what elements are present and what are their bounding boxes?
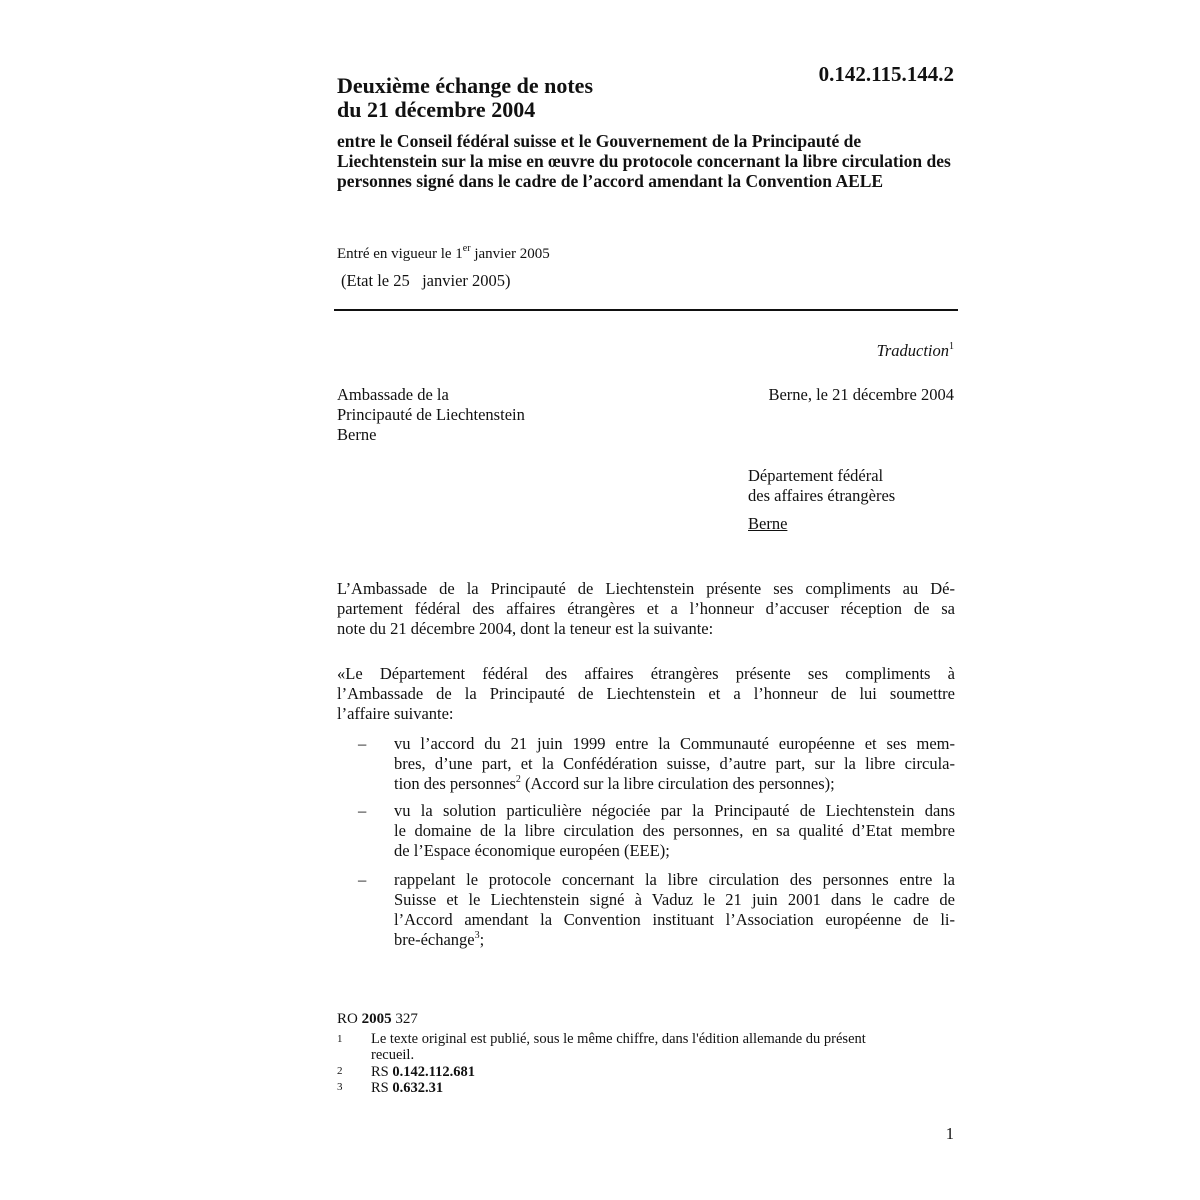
footnote-number: 2	[337, 1065, 343, 1077]
paragraph-2: «Le Département fédéral des affaires étrangères présente ses compliments à l’Ambassade de la Principauté de Liechtenstein et a l’honneur de lui soumettre l’affaire suivante:	[337, 664, 955, 723]
official-collection-ref: RO 2005 327	[337, 1011, 418, 1027]
document-number: 0.142.115.144.2	[818, 62, 954, 86]
list-dash: –	[358, 870, 367, 889]
footnote-2: RS 0.142.112.681	[371, 1064, 475, 1080]
list-item: rappelant le protocole concernant la libre circulation des personnes entre la Suisse et le Liechtenstein signé à Vaduz le 21 juin 2001 dans le cadre de l’Accord amendant la Convention instituant l’Association européenne de li- bre-échange$^3$;	[394, 870, 955, 949]
footnote-1: Le texte original est publié, sous le même chiffre, dans l'édition allemande du présent recueil.	[371, 1031, 866, 1063]
state-date: (Etat le 25 janvier 2005)	[341, 271, 511, 290]
list-dash: –	[358, 734, 367, 753]
footnote-number: 3	[337, 1081, 343, 1093]
document-subtitle: entre le Conseil fédéral suisse et le Gouvernement de la Principauté de Liechtenstein sur la mise en œuvre du protocole concernant la libre circulation des personnes signé dans le cadre de l’accord amendant la Convention AELE	[337, 131, 951, 191]
title-line-1: Deuxième échange de notes	[337, 73, 594, 98]
recipient-address: Département fédéral des affaires étrangères Berne	[748, 466, 896, 533]
page-number: 1	[945, 1124, 954, 1143]
paragraph-1: L’Ambassade de la Principauté de Liechtenstein présente ses compliments au Dé- partement fédéral des affaires étrangères et a l’honneur d’accuser réception de sa note du 21 décembre 2004, dont la teneur est la suivante:	[337, 579, 955, 638]
translation-label: Traduction$^1$	[876, 340, 954, 360]
list-item: vu l’accord du 21 juin 1999 entre la Communauté européenne et ses mem- bres, d’une part, et la Confédération suisse, d’autre part, sur la libre circula- tion des personnes$^2$ (Accord sur la libre circulation des personnes);	[394, 734, 955, 793]
list-item: vu la solution particulière négociée par la Principauté de Liechtenstein dans le domaine de la libre circulation des personnes, en sa qualité d’Etat membre de l’Espace économique européen (EEE);	[394, 801, 955, 860]
entry-into-force: Entré en vigueur le 1er janvier 2005	[337, 243, 550, 262]
footnote-3: RS 0.632.31	[371, 1080, 444, 1096]
footnote-number: 1	[337, 1033, 343, 1045]
list-dash: –	[358, 801, 367, 820]
sender-address: Ambassade de la Principauté de Liechtenstein Berne	[337, 385, 525, 444]
date-place: Berne, le 21 décembre 2004	[768, 385, 954, 404]
header-divider	[334, 309, 958, 311]
title-line-2: du 21 décembre 2004	[337, 97, 536, 122]
document-title	[337, 74, 593, 122]
